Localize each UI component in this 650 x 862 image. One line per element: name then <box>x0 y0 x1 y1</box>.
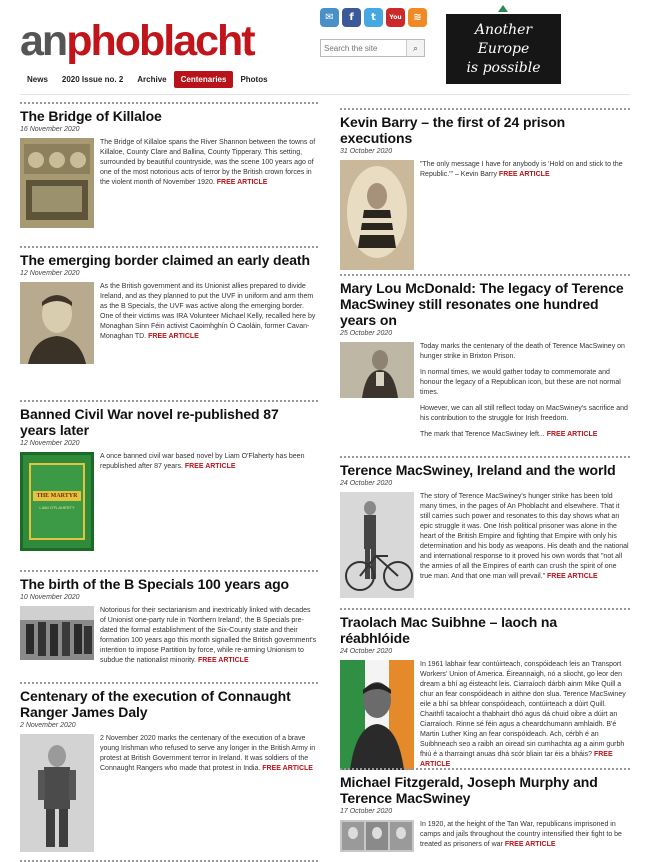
tab-news[interactable]: News <box>27 75 48 84</box>
book-author: LIAM O'FLAHERTY <box>39 505 75 510</box>
article-traolach-mac-suibhne <box>340 608 630 770</box>
contact-icon[interactable]: ✉ <box>320 8 339 27</box>
article-summary: Notorious for their sectarianism and inextricably linked with decades of Unionist one-party rule in 'Northern Ireland', the B Specials pre-dated the formal establishment of the Six-County state and their formation 100 years ago this month signalled the British government's intention to impose Partition by force, while re-arming Unionism to subdue the nationalist minority. FREE ARTICLE <box>100 607 317 664</box>
tab-photos[interactable]: Photos <box>240 75 268 84</box>
article-title[interactable]: Kevin Barry – the first of 24 prison executions <box>340 114 566 146</box>
tab-centenaries[interactable]: Centenaries <box>174 71 234 88</box>
article-title[interactable]: Traolach Mac Suibhne – laoch na réabhlóide <box>340 614 558 646</box>
article-b-specials <box>20 570 318 666</box>
site-logo[interactable] <box>20 17 254 65</box>
article-summary: A once banned civil war based novel by Liam O'Flaherty has been republished after 87 years. FREE ARTICLE <box>100 453 305 470</box>
book-cover-image[interactable] <box>20 452 94 551</box>
summary-paragraph-1: Today marks the centenary of the death of Terence MacSwiney on hunger strike in Brixton Prison. <box>420 343 625 360</box>
summary-paragraph-3: However, we can all still reflect today on MacSwiney's sacrifice and his contribution to the struggle for Irish freedom. <box>420 405 628 422</box>
article-thumbnail[interactable] <box>340 160 414 270</box>
article-title[interactable]: Michael Fitzgerald, Joseph Murphy and Terence MacSwiney <box>340 774 598 806</box>
article-summary: "The only message I have for anybody is 'Hold on and stick to the Republic.'" – Kevin Barry FREE ARTICLE <box>420 161 623 178</box>
article-date: 10 November 2020 <box>20 594 80 601</box>
free-article-link[interactable]: FREE ARTICLE <box>546 431 598 438</box>
article-macswiney-ireland-world <box>340 456 630 598</box>
promo-banner[interactable] <box>446 14 561 84</box>
article-summary: The Bridge of Killaloe spans the River Shannon between the towns of Killaloe, County Clare and Ballina, County Tipperary. This setting, surrounded by beautiful countryside, was the scene 100 years ago of one of the most notorious acts of terror by the British crown forces in the violent month of November 1920. FREE ARTICLE <box>100 139 316 186</box>
article-date: 17 October 2020 <box>340 808 393 815</box>
article-james-daly <box>20 682 318 852</box>
summary-paragraph-2: In normal times, we would gather today to commemorate and honour the legacy of a Republican icon, but these are not normal times. <box>420 369 621 396</box>
facebook-icon[interactable]: f <box>342 8 361 27</box>
article-date: 24 October 2020 <box>340 480 393 487</box>
article-summary: In 1920, at the height of the Tan War, republicans imprisoned in camps and jails throughout the country intensified their fight to be treated as prisoners of war FREE ARTICLE <box>420 821 622 848</box>
article-date: 2 November 2020 <box>20 722 76 729</box>
free-article-link[interactable]: FREE ARTICLE <box>420 751 613 768</box>
logo-part-an: an <box>20 17 67 65</box>
article-thumbnail[interactable] <box>20 734 94 852</box>
article-thumbnail[interactable] <box>340 660 414 770</box>
youtube-icon[interactable]: You <box>386 8 405 27</box>
social-links <box>320 8 427 27</box>
article-title[interactable]: Terence MacSwiney, Ireland and the world <box>340 462 616 478</box>
article-emerging-border <box>20 246 318 364</box>
article-thumbnail[interactable] <box>20 606 94 660</box>
article-summary: In 1961 labhair fear contúirteach, conspóideach leis an Transport Workers' Union of America. Éireannaigh, nó a sliocht, go leor den dream a bhí ag éisteacht leis. Ciarraíoch dárbh ainm Mike Quill a chur an fear conspóideach in aithne don slua. Terence MacSwiney eile a bhí sa bhfear conspóideach, contúirteach a dúirt Quill. Chaithfí tacaíocht a thabhairt dhó agus dá chuid oibre a dúirt an Ciarraíoch. Rinne sé féin agus a cheardchumann amhlaidh. B'é Martin Luther King an fear conspóideach. Ach, cérbh é an Suibhneach seo a raibh an oiread sin cumhachta ag a ainm gurbh fhiú é a tharraingt anuas dhá scór bliain tar éis a bháis? FREE ARTICLE <box>420 661 626 768</box>
article-title[interactable]: The Bridge of Killaloe <box>20 108 162 124</box>
free-article-link[interactable]: FREE ARTICLE <box>197 657 249 664</box>
article-date: 31 October 2020 <box>340 148 393 155</box>
promo-line-1: Another <box>474 22 533 38</box>
article-date: 12 November 2020 <box>20 440 80 447</box>
article-summary <box>420 342 630 446</box>
twitter-icon[interactable]: t <box>364 8 383 27</box>
article-thumbnail[interactable] <box>20 282 94 364</box>
article-title[interactable]: The birth of the B Specials 100 years ago <box>20 576 289 592</box>
header-divider <box>20 94 630 95</box>
search-box <box>320 39 425 57</box>
article-banned-novel <box>20 400 318 551</box>
article-bridge-of-killaloe <box>20 102 318 228</box>
article-thumbnail[interactable] <box>340 492 414 598</box>
article-date: 16 November 2020 <box>20 126 80 133</box>
book-title: THE MARTYR <box>33 491 81 501</box>
promo-line-2: Europe <box>477 41 530 57</box>
article-mary-lou-mcdonald <box>340 274 630 446</box>
article-date: 25 October 2020 <box>340 330 393 337</box>
article-summary: 2 November 2020 marks the centenary of the execution of a brave young Irishman who refused to serve any longer in the British Army in protest at British Government terror in Ireland. It was soldiers of the Connaught Rangers who made that protest in India. FREE ARTICLE <box>100 735 316 772</box>
free-article-link[interactable]: FREE ARTICLE <box>504 841 556 848</box>
tab-archive[interactable]: Archive <box>137 75 167 84</box>
article-title[interactable]: Centenary of the execution of Connaught Ranger James Daly <box>20 688 291 720</box>
free-article-link[interactable]: FREE ARTICLE <box>148 333 199 340</box>
article-thumbnail[interactable] <box>340 342 414 398</box>
article-summary: The story of Terence MacSwiney's hunger strike has been told many times, in the pages of An Phoblacht and elsewhere. That it still carries such power and resonates to this day shows what an epic struggle it was. One Irish political prisoner was alone in the heart of the British Empire and fighting that Empire with only his determination and his body as weapons. His death and the national and international response to it proved his own words that "not all the armies of all the Empires of earth can crush the spirit of one true man. And that one man will prevail." FREE ARTICLE <box>420 493 629 580</box>
rss-icon[interactable]: ≋ <box>408 8 427 27</box>
article-thumbnail[interactable] <box>20 138 94 228</box>
logo-part-phoblacht: phoblacht <box>66 17 254 65</box>
summary-paragraph-4: The mark that Terence MacSwiney left... <box>420 431 545 438</box>
article-title[interactable]: The emerging border claimed an early death <box>20 252 310 268</box>
article-thumbnail[interactable] <box>340 820 414 852</box>
article-date: 12 November 2020 <box>20 270 80 277</box>
article-kevin-barry <box>340 108 630 270</box>
tab-2020-issue[interactable]: 2020 Issue no. 2 <box>61 75 124 84</box>
free-article-link[interactable]: FREE ARTICLE <box>216 179 268 186</box>
promo-triangle-icon <box>498 5 508 12</box>
article-summary: As the British government and its Unionist allies prepared to divide Ireland, and as they planned to put the UVF in uniform and arm them as the B Specials, the UVF was active along the emerging border. One of their victims was IRA Volunteer Michael Kelly, recalled here by Monaghan Sinn Féin activist Caoimhghín Ó Caoláin, former Cavan-Monaghan TD. FREE ARTICLE <box>100 283 316 340</box>
promo-line-3: is possible <box>466 60 541 76</box>
search-input[interactable] <box>321 40 406 56</box>
free-article-link[interactable]: FREE ARTICLE <box>184 463 236 470</box>
article-date: 24 October 2020 <box>340 648 393 655</box>
main-nav <box>20 71 275 88</box>
free-article-link[interactable]: FREE ARTICLE <box>262 765 313 772</box>
free-article-link[interactable]: FREE ARTICLE <box>498 171 550 178</box>
search-icon[interactable]: ⌕ <box>406 40 424 56</box>
article-title[interactable]: Mary Lou McDonald: The legacy of Terence MacSwiney still resonates one hundred years on <box>340 280 624 328</box>
article-fitzgerald-murphy-macswiney <box>340 768 630 852</box>
article-title[interactable]: Banned Civil War novel re-published 87 years later <box>20 406 279 438</box>
free-article-link[interactable]: FREE ARTICLE <box>547 573 598 580</box>
